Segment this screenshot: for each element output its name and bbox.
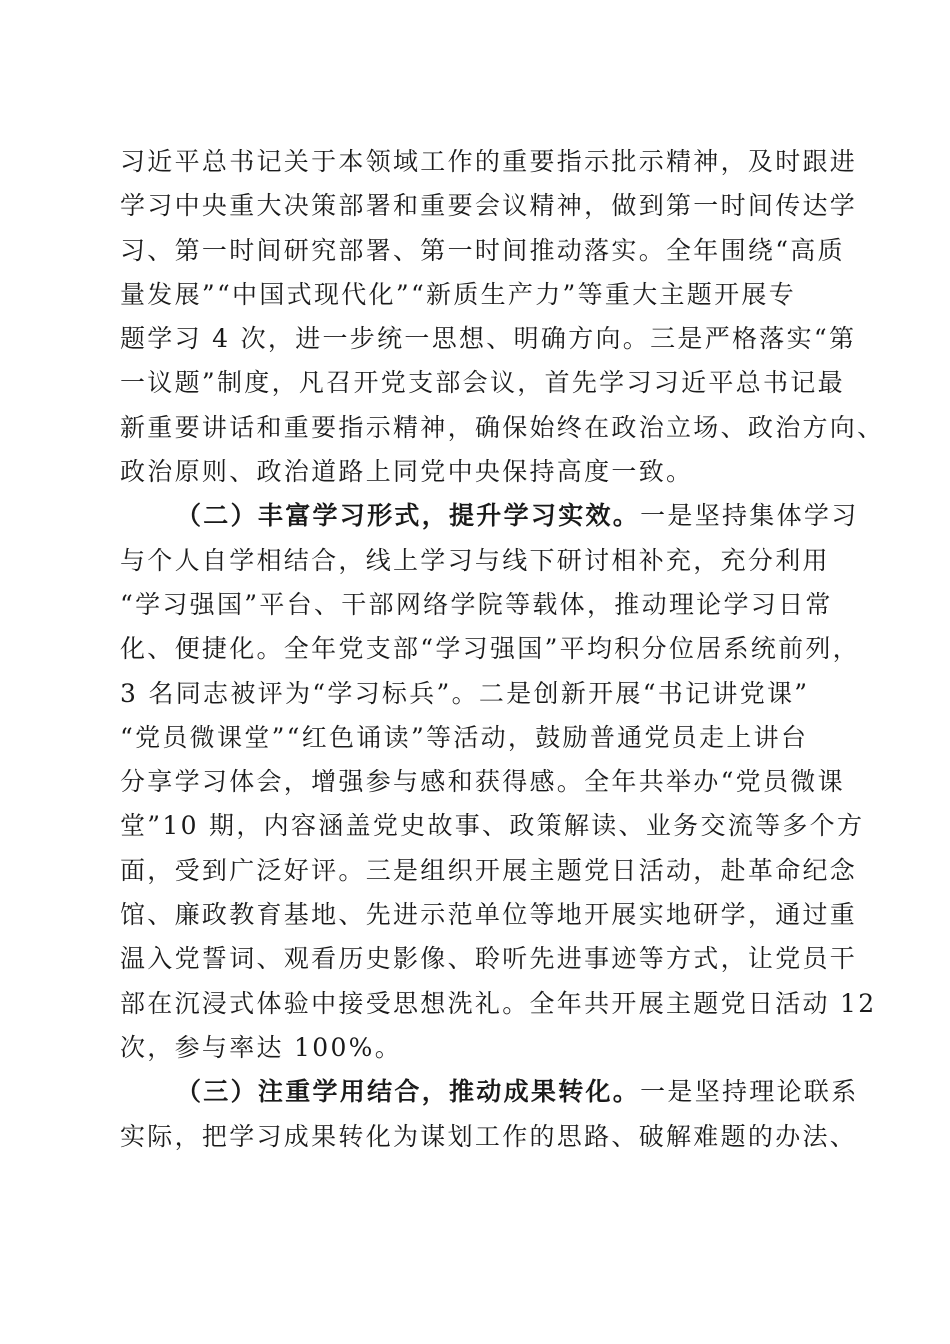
section-3-heading: （三）注重学用结合，推动成果转化。 bbox=[176, 1077, 641, 1107]
text-line: 化、便捷化。全年党支部“学习强国”平均积分位居系统前列， bbox=[120, 634, 860, 664]
text-line: 面，受到广泛好评。三是组织开展主题党日活动，赴革命纪念 bbox=[120, 855, 858, 885]
text-line: 馆、廉政教育基地、先进示范单位等地开展实地研学，通过重 bbox=[120, 900, 858, 930]
text-line: 3 名同志被评为“学习标兵”。二是创新开展“书记讲党课” bbox=[120, 678, 810, 708]
text-line: 题学习 4 次，进一步统一思想、明确方向。三是严格落实“第 bbox=[120, 324, 857, 354]
text-line: 次，参与率达 100%。 bbox=[120, 1032, 403, 1062]
text-line: 部在沉浸式体验中接受思想洗礼。全年共开展主题党日活动 12 bbox=[120, 988, 877, 1018]
text-line: 量发展”“中国式现代化”“新质生产力”等重大主题开展专 bbox=[120, 279, 797, 309]
section-2-first-line-text: 一是坚持集体学习 bbox=[640, 501, 859, 531]
text-line: 一议题”制度，凡召开党支部会议，首先学习习近平总书记最 bbox=[120, 368, 845, 398]
section-3-first-line bbox=[120, 1070, 859, 1114]
text-line: “学习强国”平台、干部网络学院等载体，推动理论学习日常 bbox=[120, 589, 833, 619]
text-line: 新重要讲话和重要指示精神，确保始终在政治立场、政治方向、 bbox=[120, 412, 885, 442]
section-3-first-line-text: 一是坚持理论联系 bbox=[640, 1077, 859, 1107]
text-line: 分享学习体会，增强参与感和获得感。全年共举办“党员微课 bbox=[120, 767, 845, 797]
text-line: 学习中央重大决策部署和重要会议精神，做到第一时间传达学 bbox=[120, 191, 858, 221]
text-line: 堂”10 期，内容涵盖党史故事、政策解读、业务交流等多个方 bbox=[120, 811, 865, 841]
document-page bbox=[120, 140, 885, 1159]
text-line: “党员微课堂”“红色诵读”等活动，鼓励普通党员走上讲台 bbox=[120, 722, 809, 752]
text-line: 习、第一时间研究部署、第一时间推动落实。全年围绕“高质 bbox=[120, 235, 845, 265]
text-line: 政治原则、政治道路上同党中央保持高度一致。 bbox=[120, 457, 694, 487]
section-2-first-line bbox=[120, 494, 859, 538]
text-line: 习近平总书记关于本领域工作的重要指示批示精神，及时跟进 bbox=[120, 147, 858, 176]
text-line: 温入党誓词、观看历史影像、聆听先进事迹等方式，让党员干 bbox=[120, 944, 858, 974]
text-line: 与个人自学相结合，线上学习与线下研讨相补充，充分利用 bbox=[120, 545, 830, 575]
text-line: 实际，把学习成果转化为谋划工作的思路、破解难题的办法、 bbox=[120, 1121, 858, 1151]
section-2-heading: （二）丰富学习形式，提升学习实效。 bbox=[176, 501, 641, 531]
